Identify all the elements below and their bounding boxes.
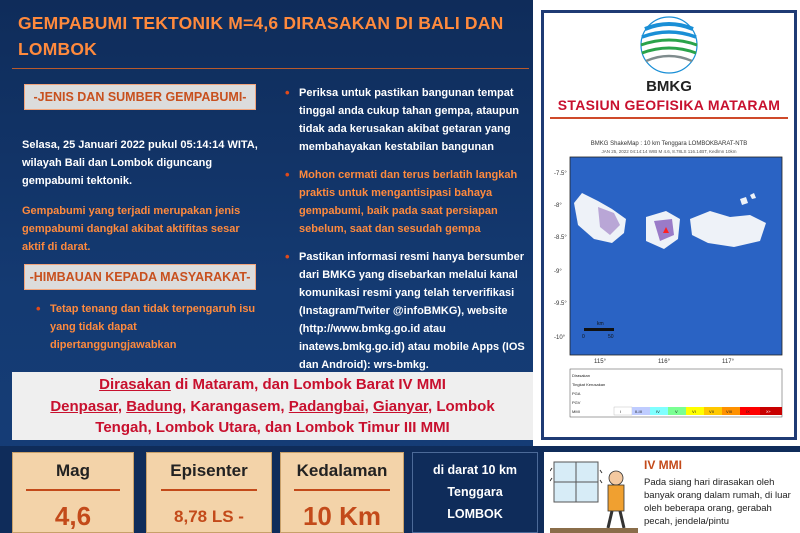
lat-label: -10° [554,335,566,341]
lat-axis [554,171,567,341]
legend-mmi-cell [740,407,760,415]
epicenter-label: Episenter [170,461,248,480]
scale-tick: 0 [582,334,585,340]
legend-mmi-label: IV [656,409,660,414]
shakemap-caption: BMKG ShakeMap : 10 km Tenggara LOMBOKBARAT-NTB [590,141,748,147]
shakemap-subcaption: JAN 25, 2022 04:14:14 WIB M 4.6, 8.78LS 116.14BT, Kedlmn 10km [601,149,737,154]
legend-mmi-label: II-III [635,409,642,414]
lon-label: 116° [658,359,670,365]
advice-item: • Periksa untuk pastikan bangunan tempat tinggal anda cukup tahan gempa, ataupun tidak ada kerusakan akibat getaran yang membahayakan kestabilan bangunan [283,84,531,156]
mmi-text: Pada siang hari dirasakan oleh banyak orang dalam rumah, di luar oleh beberapa orang, gerabah pecah, jendela/pintu [644,477,791,527]
lon-axis [594,359,735,365]
depth-label: Kedalaman [296,461,388,480]
shakemap [554,155,786,435]
legend-mmi-cell [614,407,632,415]
legend-mmi-label: VII [709,409,714,414]
felt-word: Dirasakan [99,376,171,393]
location-line: di darat 10 km [432,463,518,477]
intensity-legend [570,369,782,417]
page-title: GEMPABUMI TEKTONIK M=4,6 DIRASAKAN DI BALI DAN LOMBOK [18,13,504,59]
magnitude-card [12,452,134,533]
lon-label: 115° [594,359,606,365]
felt-line-1 [12,374,533,396]
legend-row-label: PGA [572,391,581,396]
advice-list-right [283,84,531,384]
felt-word: Gianyar [372,397,428,415]
felt-text: , [364,397,373,415]
mmi-title: IV MMI [644,458,682,472]
felt-text: , [117,397,127,415]
magnitude-value: 4,6 [54,501,92,531]
station-panel [541,10,797,440]
felt-word: Padangbai [288,397,365,415]
event-description: Selasa, 25 Januari 2022 pukul 05:14:14 WITA, wilayah Bali dan Lombok diguncang gempabumi tektonik. [22,139,258,187]
title-divider [12,68,529,69]
legend-row-label: PGV [572,400,581,405]
section-heading-advice: -HIMBAUAN KEPADA MASYARAKAT- [24,264,256,290]
legend-row-label: MMI [572,409,580,414]
felt-line-2 [12,396,533,418]
felt-text: , Karangasem, [182,397,289,415]
lon-label: 117° [722,359,734,365]
legend-mmi-label: VIII [726,409,733,414]
depth-value: 10 Km [302,501,382,531]
felt-word: Badung [126,397,183,415]
card-divider [294,489,389,491]
advice-item: • Mohon cermati dan terus berlatih langkah praktis untuk mengantisipasi bahaya gempabumi, baik pada saat persiapan sebelum, saat dan sesudah gempa [283,166,531,238]
magnitude-label: Mag [56,461,90,480]
felt-word: Denpasar [50,397,118,415]
legend-row-label: Tingkat Kerusakan [572,382,606,387]
advice-item: • Pastikan informasi resmi hanya bersumber dari BMKG yang disebarkan melalui kanal komunikasi resmi yang telah terverifikasi (Instagram/Twiter @infoBMKG), website (http://www.bmkg.go.id atau inatews.bmkg.go.id) atau mobile Apps (IOS dan Android): wrs-bmkg. [283,248,531,374]
epicenter-card [146,452,272,533]
lat-label: -7.5° [554,171,567,177]
station-divider [550,117,788,119]
house-shaking-icon [550,458,638,533]
scale-label: km [597,321,604,327]
lat-label: -9° [554,269,562,275]
felt-text: , Lombok [428,397,495,415]
epicenter-value: 8,78 LS - [174,507,244,526]
lat-label: -8° [554,203,562,209]
card-divider [26,489,120,491]
location-line: LOMBOK [447,507,503,521]
depth-card [280,452,404,533]
station-title: STASIUN GEOFISIKA MATARAM [557,97,781,113]
source-description: Gempabumi yang terjadi merupakan jenis gempabumi dangkal akibat aktifitas sesar aktif di darat. [22,205,241,253]
lat-label: -8.5° [554,235,567,241]
mmi-description-card [544,452,800,533]
location-line: Tenggara [447,485,503,499]
legend-mmi-label: X+ [766,409,772,414]
felt-text: di Mataram, dan Lombok Barat IV MMI [170,376,446,393]
advice-list-left [34,300,260,364]
felt-line-3: Tengah, Lombok Utara, dan Lombok Timur III MMI [95,419,450,436]
lat-label: -9.5° [554,301,567,307]
location-card [412,452,538,533]
bmkg-logo-icon [630,15,708,95]
scale-tick: 50 [608,334,614,340]
card-divider [161,489,258,491]
legend-mmi-label: IX [746,409,750,414]
advice-item: • Tetap tenang dan tidak terpengaruh isu yang tidak dapat dipertanggungjawabkan [34,300,260,354]
bmkg-logo-text: BMKG [646,78,692,95]
legend-mmi-label: I [620,409,622,414]
felt-intensity-box [12,372,533,440]
section-heading-source: -JENIS DAN SUMBER GEMPABUMI- [24,84,256,110]
legend-row-label: Dirasakan [572,373,591,378]
legend-mmi-label: V [675,409,678,414]
legend-mmi-label: VI [692,409,696,414]
